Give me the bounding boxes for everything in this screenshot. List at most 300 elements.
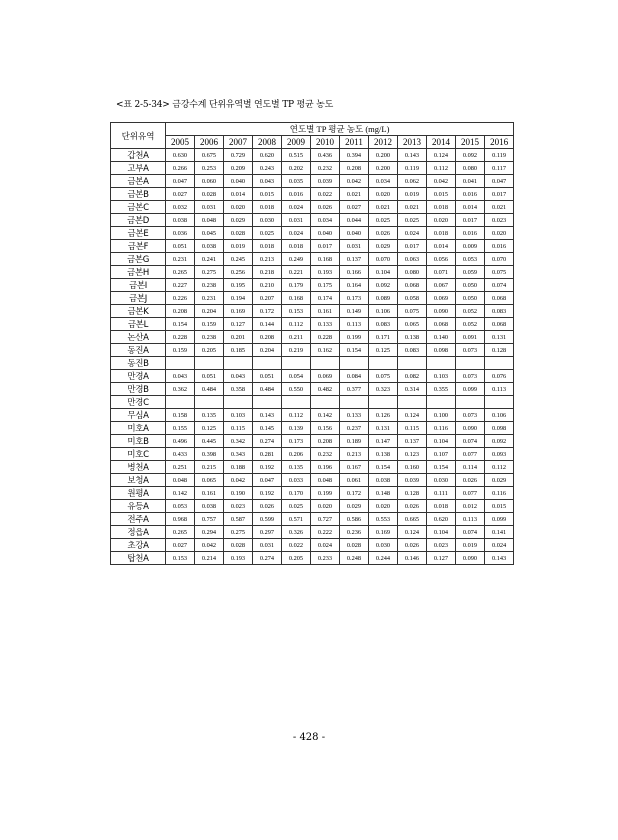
value-cell: 0.031 (195, 201, 224, 214)
value-cell: 0.028 (224, 227, 253, 240)
value-cell: 0.156 (311, 422, 340, 435)
tp-concentration-table (110, 122, 514, 565)
value-cell: 0.019 (456, 539, 485, 552)
value-cell: 0.586 (340, 513, 369, 526)
table-row (111, 474, 514, 487)
value-cell: 0.127 (427, 552, 456, 565)
value-cell: 0.020 (369, 188, 398, 201)
value-cell: 0.047 (485, 175, 514, 188)
unit-name-cell: 미호A (111, 422, 166, 435)
value-cell: 0.232 (311, 448, 340, 461)
value-cell: 0.103 (224, 409, 253, 422)
value-cell: 0.243 (253, 162, 282, 175)
value-cell: 0.215 (195, 461, 224, 474)
value-cell: 0.377 (340, 383, 369, 396)
value-cell (369, 396, 398, 409)
value-cell: 0.228 (311, 331, 340, 344)
value-cell: 0.032 (166, 201, 195, 214)
value-cell: 0.232 (311, 162, 340, 175)
value-cell: 0.119 (398, 162, 427, 175)
value-cell: 0.482 (311, 383, 340, 396)
value-cell: 0.207 (253, 292, 282, 305)
value-cell: 0.022 (282, 539, 311, 552)
value-cell: 0.231 (195, 292, 224, 305)
value-cell: 0.045 (195, 227, 224, 240)
value-cell: 0.194 (224, 292, 253, 305)
value-cell: 0.093 (485, 448, 514, 461)
value-cell: 0.026 (398, 500, 427, 513)
table-row (111, 201, 514, 214)
value-cell: 0.016 (282, 188, 311, 201)
value-cell: 0.201 (224, 331, 253, 344)
value-cell: 0.968 (166, 513, 195, 526)
value-cell: 0.208 (340, 162, 369, 175)
value-cell (195, 396, 224, 409)
value-cell: 0.090 (456, 552, 485, 565)
value-cell: 0.028 (340, 539, 369, 552)
value-cell (166, 396, 195, 409)
table-row (111, 370, 514, 383)
value-cell: 0.727 (311, 513, 340, 526)
value-cell: 0.188 (224, 461, 253, 474)
value-cell: 0.073 (456, 344, 485, 357)
value-cell: 0.104 (369, 266, 398, 279)
value-cell: 0.070 (485, 253, 514, 266)
value-cell: 0.014 (456, 201, 485, 214)
table-row (111, 409, 514, 422)
value-cell: 0.040 (340, 227, 369, 240)
value-cell: 0.168 (282, 292, 311, 305)
value-cell: 0.133 (340, 409, 369, 422)
value-cell: 0.115 (398, 422, 427, 435)
value-cell: 0.135 (195, 409, 224, 422)
value-cell: 0.114 (456, 461, 485, 474)
value-cell: 0.131 (485, 331, 514, 344)
year-header: 2007 (224, 136, 253, 149)
value-cell: 0.029 (369, 240, 398, 253)
value-cell: 0.042 (224, 474, 253, 487)
value-cell: 0.026 (456, 474, 485, 487)
table-body (111, 149, 514, 565)
value-cell: 0.083 (369, 318, 398, 331)
value-cell: 0.587 (224, 513, 253, 526)
value-cell: 0.074 (456, 526, 485, 539)
value-cell: 0.067 (427, 279, 456, 292)
value-cell: 0.113 (456, 513, 485, 526)
value-cell: 0.241 (195, 253, 224, 266)
value-cell: 0.153 (166, 552, 195, 565)
table-row (111, 448, 514, 461)
value-cell: 0.115 (224, 422, 253, 435)
value-cell: 0.236 (340, 526, 369, 539)
value-cell: 0.274 (253, 552, 282, 565)
value-cell: 0.025 (398, 214, 427, 227)
value-cell: 0.036 (166, 227, 195, 240)
value-cell: 0.027 (166, 188, 195, 201)
value-cell: 0.265 (166, 526, 195, 539)
value-cell: 0.113 (340, 318, 369, 331)
value-cell: 0.256 (224, 266, 253, 279)
value-cell: 0.084 (340, 370, 369, 383)
value-cell: 0.154 (340, 344, 369, 357)
value-cell: 0.063 (398, 253, 427, 266)
value-cell: 0.355 (427, 383, 456, 396)
value-cell: 0.043 (224, 370, 253, 383)
value-cell: 0.117 (485, 162, 514, 175)
table-row (111, 539, 514, 552)
value-cell: 0.106 (485, 409, 514, 422)
table-row (111, 383, 514, 396)
unit-name-cell: 금본D (111, 214, 166, 227)
value-cell: 0.020 (224, 201, 253, 214)
value-cell: 0.204 (195, 305, 224, 318)
value-cell: 0.394 (340, 149, 369, 162)
value-cell: 0.137 (340, 253, 369, 266)
value-cell: 0.020 (311, 500, 340, 513)
unit-name-cell: 금본L (111, 318, 166, 331)
value-cell: 0.056 (427, 253, 456, 266)
table-row (111, 188, 514, 201)
value-cell: 0.042 (195, 539, 224, 552)
value-cell: 0.012 (456, 500, 485, 513)
table-row (111, 292, 514, 305)
value-cell: 0.358 (224, 383, 253, 396)
value-cell: 0.075 (485, 266, 514, 279)
value-cell: 0.138 (398, 331, 427, 344)
value-cell: 0.171 (369, 331, 398, 344)
value-cell: 0.159 (195, 318, 224, 331)
value-cell: 0.083 (398, 344, 427, 357)
value-cell: 0.237 (340, 422, 369, 435)
table-row (111, 214, 514, 227)
value-cell: 0.038 (195, 240, 224, 253)
value-cell (340, 396, 369, 409)
value-cell: 0.015 (485, 500, 514, 513)
value-cell: 0.125 (195, 422, 224, 435)
header-row-years (111, 136, 514, 149)
value-cell: 0.158 (166, 409, 195, 422)
value-cell: 0.174 (311, 292, 340, 305)
unit-name-cell: 보청A (111, 474, 166, 487)
value-cell: 0.017 (456, 214, 485, 227)
value-cell: 0.112 (282, 409, 311, 422)
value-cell: 0.141 (485, 526, 514, 539)
value-cell: 0.571 (282, 513, 311, 526)
value-cell: 0.169 (224, 305, 253, 318)
unit-name-cell: 금본C (111, 201, 166, 214)
value-cell: 0.053 (456, 253, 485, 266)
value-cell: 0.050 (456, 292, 485, 305)
value-cell: 0.144 (253, 318, 282, 331)
value-cell: 0.226 (166, 292, 195, 305)
value-cell (398, 357, 427, 370)
value-cell: 0.343 (224, 448, 253, 461)
value-cell: 0.127 (224, 318, 253, 331)
unit-name-cell: 전주A (111, 513, 166, 526)
value-cell: 0.253 (195, 162, 224, 175)
value-cell: 0.020 (485, 227, 514, 240)
value-cell: 0.016 (485, 240, 514, 253)
value-cell: 0.071 (427, 266, 456, 279)
value-cell: 0.173 (340, 292, 369, 305)
value-cell: 0.077 (456, 487, 485, 500)
value-cell: 0.249 (282, 253, 311, 266)
year-header: 2011 (340, 136, 369, 149)
value-cell: 0.484 (253, 383, 282, 396)
value-cell: 0.019 (224, 240, 253, 253)
table-row (111, 344, 514, 357)
value-cell: 0.031 (253, 539, 282, 552)
value-cell: 0.048 (166, 474, 195, 487)
value-cell: 0.052 (456, 318, 485, 331)
value-cell: 0.219 (282, 344, 311, 357)
value-cell: 0.104 (427, 435, 456, 448)
value-cell: 0.142 (311, 409, 340, 422)
value-cell: 0.098 (485, 422, 514, 435)
value-cell: 0.025 (282, 500, 311, 513)
value-cell: 0.208 (253, 331, 282, 344)
value-cell: 0.051 (166, 240, 195, 253)
unit-name-cell: 금본F (111, 240, 166, 253)
value-cell: 0.218 (253, 266, 282, 279)
value-cell: 0.015 (253, 188, 282, 201)
value-cell: 0.675 (195, 149, 224, 162)
value-cell: 0.014 (427, 240, 456, 253)
value-cell: 0.029 (224, 214, 253, 227)
value-cell: 0.265 (166, 266, 195, 279)
value-cell: 0.077 (456, 448, 485, 461)
value-cell: 0.200 (369, 149, 398, 162)
value-cell: 0.065 (398, 318, 427, 331)
value-cell: 0.033 (282, 474, 311, 487)
value-cell: 0.043 (253, 175, 282, 188)
value-cell: 0.039 (398, 474, 427, 487)
year-header: 2016 (485, 136, 514, 149)
value-cell: 0.027 (340, 201, 369, 214)
value-cell: 0.131 (369, 422, 398, 435)
value-cell: 0.019 (398, 188, 427, 201)
value-cell: 0.192 (253, 487, 282, 500)
value-cell: 0.092 (485, 435, 514, 448)
value-cell: 0.112 (485, 461, 514, 474)
value-cell: 0.630 (166, 149, 195, 162)
value-cell: 0.228 (166, 331, 195, 344)
value-cell: 0.550 (282, 383, 311, 396)
value-cell: 0.024 (485, 539, 514, 552)
value-cell: 0.031 (282, 214, 311, 227)
value-cell: 0.238 (195, 331, 224, 344)
value-cell: 0.073 (456, 409, 485, 422)
value-cell: 0.021 (398, 201, 427, 214)
year-header: 2012 (369, 136, 398, 149)
value-cell: 0.041 (456, 175, 485, 188)
value-cell: 0.068 (485, 292, 514, 305)
value-cell (282, 357, 311, 370)
value-cell (253, 396, 282, 409)
value-cell: 0.433 (166, 448, 195, 461)
value-cell: 0.090 (427, 305, 456, 318)
value-cell: 0.119 (485, 149, 514, 162)
value-cell: 0.137 (398, 435, 427, 448)
table-row (111, 331, 514, 344)
table-row (111, 396, 514, 409)
value-cell: 0.035 (282, 175, 311, 188)
value-cell: 0.154 (166, 318, 195, 331)
value-cell (485, 396, 514, 409)
value-cell: 0.124 (398, 409, 427, 422)
value-cell: 0.189 (340, 435, 369, 448)
value-cell: 0.139 (282, 422, 311, 435)
value-cell: 0.192 (253, 461, 282, 474)
value-cell: 0.126 (369, 409, 398, 422)
value-cell: 0.665 (398, 513, 427, 526)
value-cell: 0.062 (398, 175, 427, 188)
value-cell: 0.133 (311, 318, 340, 331)
value-cell: 0.314 (398, 383, 427, 396)
value-cell: 0.099 (485, 513, 514, 526)
value-cell: 0.090 (456, 422, 485, 435)
value-cell: 0.080 (456, 162, 485, 175)
value-cell: 0.154 (427, 461, 456, 474)
unit-name-cell: 미호C (111, 448, 166, 461)
value-cell: 0.074 (485, 279, 514, 292)
value-cell: 0.025 (253, 227, 282, 240)
value-cell: 0.028 (195, 188, 224, 201)
value-cell: 0.213 (340, 448, 369, 461)
value-cell: 0.206 (282, 448, 311, 461)
year-header: 2015 (456, 136, 485, 149)
value-cell: 0.179 (282, 279, 311, 292)
value-cell: 0.023 (224, 500, 253, 513)
value-cell: 0.213 (253, 253, 282, 266)
value-cell: 0.018 (427, 201, 456, 214)
table-row (111, 253, 514, 266)
value-cell: 0.153 (282, 305, 311, 318)
table-row (111, 318, 514, 331)
value-cell: 0.054 (282, 370, 311, 383)
value-cell: 0.231 (166, 253, 195, 266)
value-cell: 0.116 (427, 422, 456, 435)
value-cell: 0.048 (195, 214, 224, 227)
value-cell: 0.017 (398, 240, 427, 253)
value-cell: 0.205 (195, 344, 224, 357)
value-cell: 0.123 (398, 448, 427, 461)
value-cell: 0.068 (485, 318, 514, 331)
table-caption: <표 2-5-34> 금강수계 단위유역별 연도별 TP 평균 농도 (116, 100, 334, 110)
value-cell: 0.068 (398, 279, 427, 292)
value-cell: 0.436 (311, 149, 340, 162)
value-cell: 0.140 (427, 331, 456, 344)
year-header: 2006 (195, 136, 224, 149)
value-cell: 0.047 (166, 175, 195, 188)
value-cell: 0.275 (224, 526, 253, 539)
value-cell: 0.034 (369, 175, 398, 188)
value-cell: 0.251 (166, 461, 195, 474)
value-cell: 0.195 (224, 279, 253, 292)
value-cell: 0.027 (166, 539, 195, 552)
value-cell: 0.106 (369, 305, 398, 318)
value-cell (369, 357, 398, 370)
table-row (111, 162, 514, 175)
value-cell: 0.142 (166, 487, 195, 500)
value-cell: 0.112 (427, 162, 456, 175)
value-cell: 0.070 (369, 253, 398, 266)
value-cell: 0.170 (282, 487, 311, 500)
unit-name-cell: 금본E (111, 227, 166, 240)
value-cell: 0.275 (195, 266, 224, 279)
value-cell: 0.016 (456, 227, 485, 240)
value-cell: 0.757 (195, 513, 224, 526)
value-cell: 0.160 (398, 461, 427, 474)
year-header: 2010 (311, 136, 340, 149)
value-cell: 0.227 (166, 279, 195, 292)
value-cell: 0.038 (195, 500, 224, 513)
unit-name-cell: 원평A (111, 487, 166, 500)
value-cell: 0.040 (224, 175, 253, 188)
value-cell: 0.034 (311, 214, 340, 227)
value-cell (224, 357, 253, 370)
value-cell: 0.190 (224, 487, 253, 500)
value-cell: 0.266 (166, 162, 195, 175)
value-cell: 0.209 (224, 162, 253, 175)
value-cell: 0.017 (485, 188, 514, 201)
value-cell: 0.128 (485, 344, 514, 357)
value-cell: 0.020 (369, 500, 398, 513)
value-cell: 0.125 (369, 344, 398, 357)
value-cell (224, 396, 253, 409)
value-cell: 0.116 (485, 487, 514, 500)
value-cell (340, 357, 369, 370)
value-cell: 0.025 (369, 214, 398, 227)
value-cell (427, 396, 456, 409)
value-cell: 0.018 (427, 500, 456, 513)
value-cell: 0.050 (456, 279, 485, 292)
value-cell: 0.080 (398, 266, 427, 279)
value-cell: 0.042 (340, 175, 369, 188)
value-cell: 0.135 (282, 461, 311, 474)
value-cell: 0.031 (340, 240, 369, 253)
value-cell: 0.193 (311, 266, 340, 279)
value-cell: 0.043 (166, 370, 195, 383)
value-cell: 0.112 (282, 318, 311, 331)
value-cell: 0.065 (195, 474, 224, 487)
unit-name-cell: 초강A (111, 539, 166, 552)
value-cell: 0.030 (253, 214, 282, 227)
table-row (111, 149, 514, 162)
value-cell: 0.100 (427, 409, 456, 422)
table-row (111, 305, 514, 318)
value-cell: 0.069 (427, 292, 456, 305)
value-cell: 0.028 (224, 539, 253, 552)
table-row (111, 240, 514, 253)
table-row (111, 227, 514, 240)
value-cell: 0.044 (340, 214, 369, 227)
unit-name-cell: 갑천A (111, 149, 166, 162)
value-cell: 0.124 (398, 526, 427, 539)
value-cell: 0.620 (427, 513, 456, 526)
value-cell: 0.196 (311, 461, 340, 474)
unit-name-cell: 동진B (111, 357, 166, 370)
table-row (111, 357, 514, 370)
unit-name-cell: 만경C (111, 396, 166, 409)
unit-name-cell: 금본G (111, 253, 166, 266)
unit-column-header: 단위유역 (111, 123, 166, 149)
value-cell: 0.083 (485, 305, 514, 318)
value-cell: 0.039 (311, 175, 340, 188)
page-number: - 428 - (292, 732, 326, 743)
value-cell: 0.052 (456, 305, 485, 318)
value-cell: 0.026 (398, 539, 427, 552)
